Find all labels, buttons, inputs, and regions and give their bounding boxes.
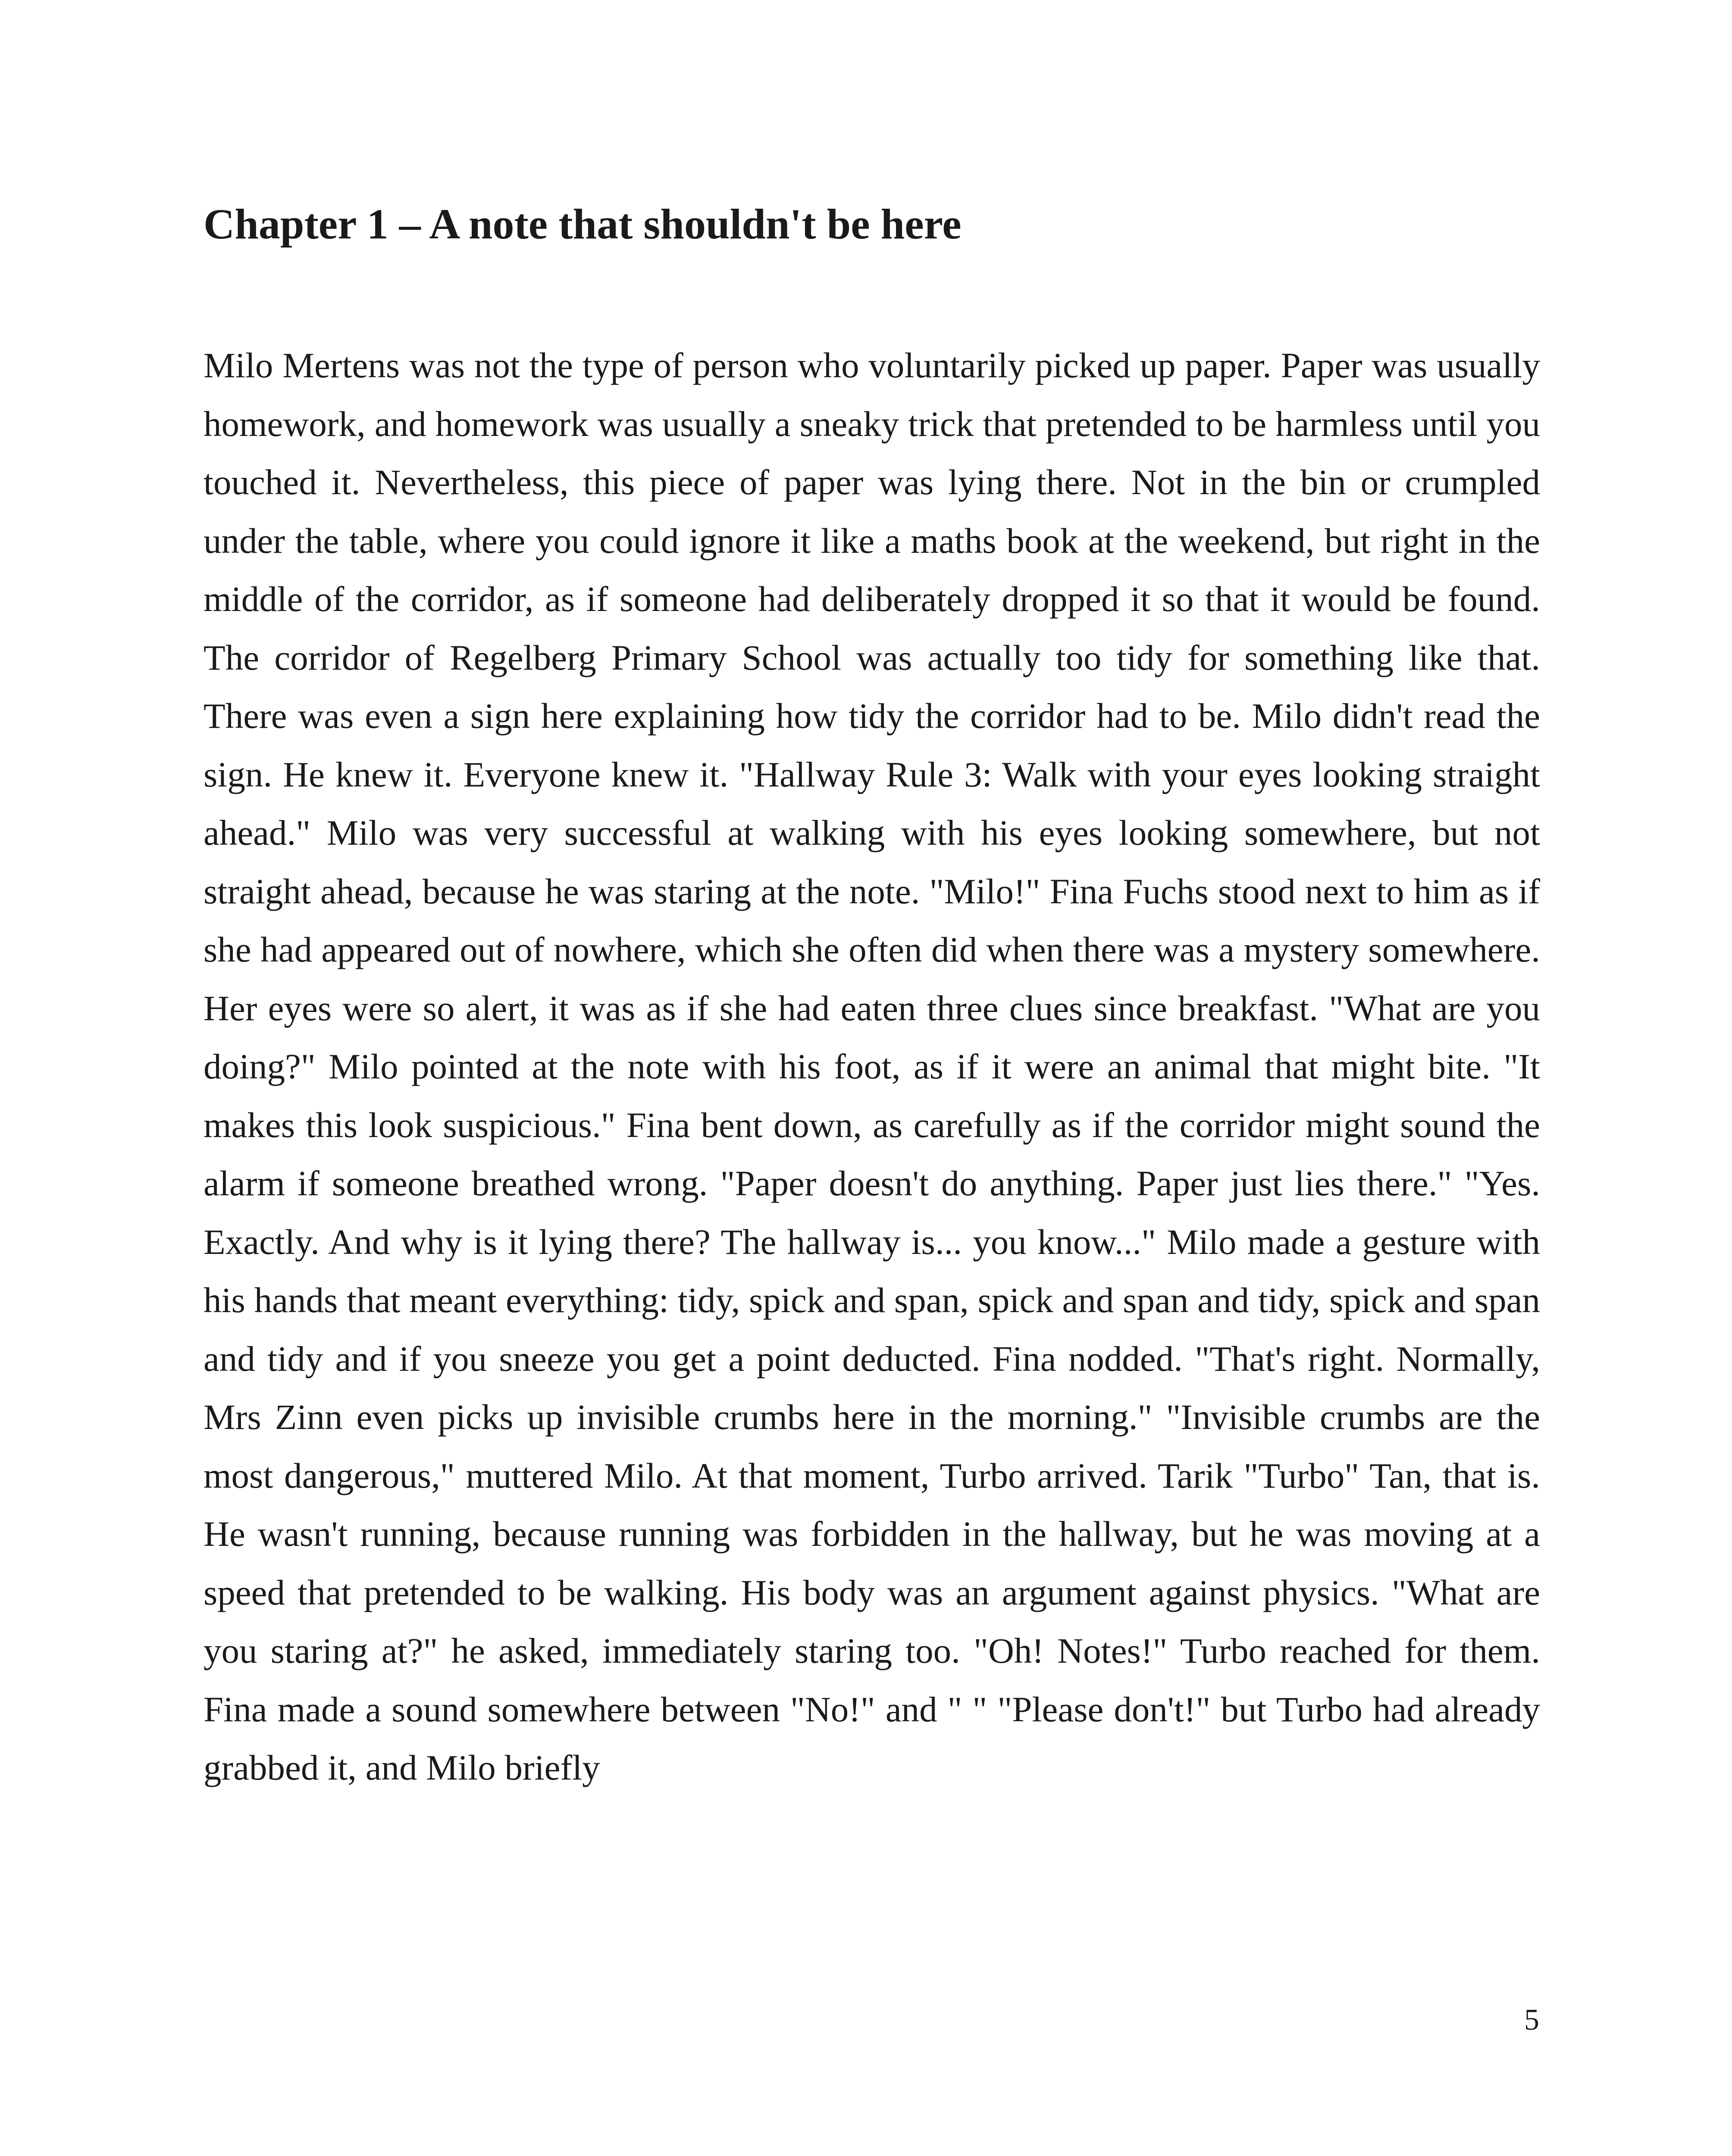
- page-number: 5: [1524, 2003, 1539, 2037]
- body-paragraph: Milo Mertens was not the type of person who voluntarily picked up paper. Paper was usually homework, and homework was usually a sneaky trick that pretended to be harmless until you touched it. Nevertheless, this piece of paper was lying there. Not in the bin or crumpled under the table, where you could ignore it like a maths book at the weekend, but right in the middle of the corridor, as if someone had deliberately dropped it so that it would be found. The corridor of Regelberg Primary School was actually too tidy for something like that. There was even a sign here explaining how tidy the corridor had to be. Milo didn't read the sign. He knew it. Everyone knew it. "Hallway Rule 3: Walk with your eyes looking straight ahead." Milo was very successful at walking with his eyes looking somewhere, but not straight ahead, because he was staring at the note. "Milo!" Fina Fuchs stood next to him as if she had appeared out of nowhere, which she often did when there was a mystery somewhere. Her eyes were so alert, it was as if she had eaten three clues since breakfast. "What are you doing?" Milo pointed at the note with his foot, as if it were an animal that might bite. "It makes this look suspicious." Fina bent down, as carefully as if the corridor might sound the alarm if someone breathed wrong. "Paper doesn't do anything. Paper just lies there." "Yes. Exactly. And why is it lying there? The hallway is... you know..." Milo made a gesture with his hands that meant everything: tidy, spick and span, spick and span and tidy, spick and span and tidy and if you sneeze you get a point deducted. Fina nodded. "That's right. Normally, Mrs Zinn even picks up invisible crumbs here in the morning." "Invisible crumbs are the most dangerous," muttered Milo. At that moment, Turbo arrived. Tarik "Turbo" Tan, that is. He wasn't running, because running was forbidden in the hallway, but he was moving at a speed that pretended to be walking. His body was an argument against physics. "What are you staring at?" he asked, immediately staring too. "Oh! Notes!" Turbo reached for them. Fina made a sound somewhere between "No!" and " " "Please don't!" but Turbo had already grabbed it, and Milo briefly: [204, 345, 1540, 1787]
- chapter-title: Chapter 1 – A note that shouldn't be here: [204, 200, 962, 248]
